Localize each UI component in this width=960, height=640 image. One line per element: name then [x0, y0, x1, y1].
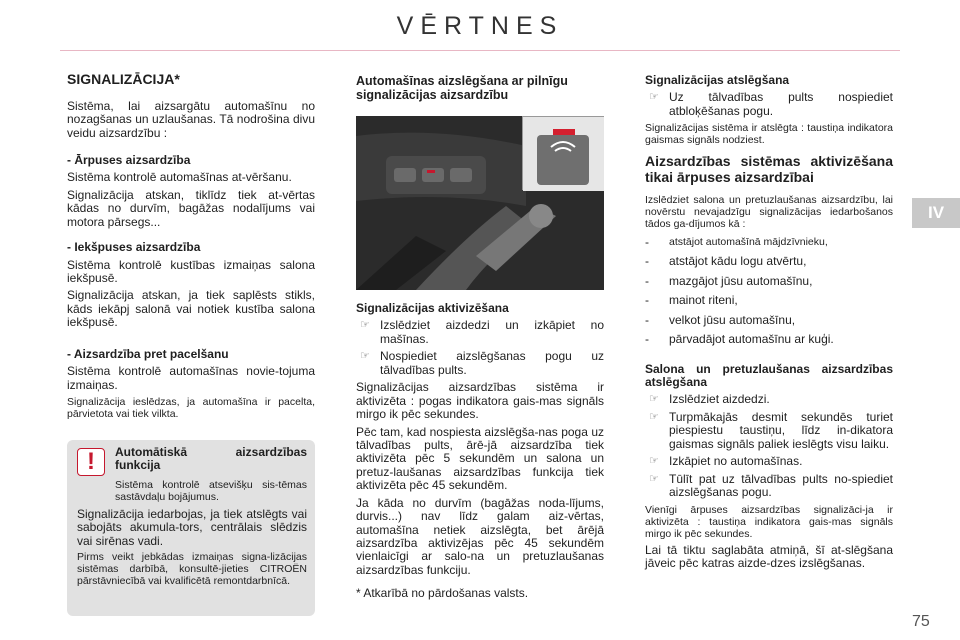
section-heading: Automašīnas aizslēgšana ar pilnīgu signalizācijas aizsardzību [356, 74, 568, 102]
bullet-icon: ☞ [649, 91, 659, 104]
list-item: - atstājot kādu logu atvērtu, [645, 254, 807, 269]
dashboard-photo [356, 116, 604, 290]
paragraph: Signalizācija ieslēdzas, ja automašīna ir pacelta, pārvietota vai tiek vilkta. [67, 396, 315, 421]
subsection-title: - Ārpuses aizsardzība [67, 152, 191, 167]
page-number: 75 [912, 613, 930, 630]
note: Signalizācijas sistēma ir atslēgta : taustiņa indikatora gaismas signāls nodziest. [645, 122, 893, 147]
subsection-title: - Iekšpuses aizsardzība [67, 240, 201, 255]
section-heading: SIGNALIZĀCIJA* [67, 71, 180, 87]
paragraph: Pēc tam, kad nospiesta aizslēgša-nas poga uz tālvadības pults, ārē-jā aizsardzība tiek aktivizēta pēc 5 sekundēm un salona un pretuz-laušanas aizsardzības funkcija tiek aktivizēta pēc 45 sekundēm. [356, 424, 604, 493]
subsection-title: Signalizācijas atslēgšana [645, 73, 790, 87]
bullet-icon: ☞ [649, 472, 659, 485]
list-item: ☞ Tūlīt pat uz tālvadības pults no-spiediet aizslēgšanas pogu. [645, 473, 893, 500]
list-item: ☞ Turpmākajās desmit sekundēs turiet piespiestu taustiņu, līdz in-dikatora gaismas signāls paliek ieslēgts visu laiku. [645, 411, 893, 451]
bullet-icon: ☞ [649, 455, 659, 468]
paragraph: Sistēma kontrolē automašīnas novie-tojuma izmaiņas. [67, 364, 315, 392]
paragraph: Sistēma kontrolē automašīnas at-vēršanu. [67, 170, 292, 185]
list-item: ☞ Izslēdziet aizdedzi un izkāpiet no mašīnas. [356, 319, 604, 346]
list-item: ☞ Izslēdziet aizdedzi. [645, 393, 893, 406]
title-divider [60, 50, 900, 51]
bullet-icon: ☞ [649, 410, 659, 423]
list-item: ☞ Nospiediet aizslēgšanas pogu uz tālvadības pults. [356, 350, 604, 377]
list-item: - atstājot automašīnā mājdzīvnieku, [645, 234, 828, 249]
list-item: - mazgājot jūsu automašīnu, [645, 273, 813, 288]
paragraph: Signalizācija atskan, ja tiek saplēsts stikls, kāds iekāpj salonā vai notiek kustība salona iekšpusē. [67, 288, 315, 330]
warning-paragraph: Pirms veikt jebkādas izmaiņas signa-lizācijas sistēmas darbībā, konsultē-jieties CITROËN pārstāvniecībā vai kvalificētā remontdarbnīcā. [77, 551, 307, 588]
paragraph: Sistēma kontrolē kustības izmaiņas salona iekšpusē. [67, 257, 315, 286]
subsection-title: Salona un pretuzlaušanas aizsardzības atslēgšana [645, 361, 893, 390]
paragraph: Ja kāda no durvīm (bagāžas noda-lījums, durvis...) nav līdz galam aiz-vērtas, automašīna netiek aizslēgta, bet ārējā aizsardzība aktivizējas pēc 45 sekundēm vienlaicīgi ar salo-na un pretuzlaušanas aizsardzības funkciju. [356, 495, 604, 577]
warning-box [67, 440, 315, 616]
chapter-tab: IV [912, 198, 960, 228]
list-item: ☞ Uz tālvadības pults nospiediet atbloķēšanas pogu. [645, 91, 893, 118]
paragraph: Izslēdziet salona un pretuzlaušanas aizsardzību, lai novērstu nevajadzīgu signalizācijas iedarbošanos tādos ga-dījumos kā : [645, 193, 893, 230]
list-item: - velkot jūsu automašīnu, [645, 312, 796, 327]
bullet-icon: ☞ [360, 350, 370, 363]
footnote: * Atkarībā no pārdošanas valsts. [356, 586, 529, 601]
paragraph: Lai tā tiktu saglabāta atmiņā, šī at-slēgšana jāveic pēc katras aizde-dzes izslēgšanas. [645, 542, 893, 571]
intro-text: Sistēma, lai aizsargātu automašīnu no nozagšanas un uzlaušanas. Tā nodrošina divu veidu aizsardzību : [67, 98, 315, 140]
subsection-title: Signalizācijas aktivizēšana [356, 301, 509, 315]
bullet-icon: ☞ [649, 393, 659, 406]
list-item: - mainot riteni, [645, 293, 738, 308]
subsection-title: - Aizsardzība pret pacelšanu [67, 346, 229, 361]
warning-subtitle: Sistēma kontrolē atsevišķu sis-tēmas sastāvdaļu bojājumus. [115, 478, 307, 503]
column-2 [356, 302, 604, 605]
note: Vienīgi ārpuses aizsardzības signalizāci-ja ir aktivizēta : taustiņa indikatora gais-mas signāls mirgo ik pēc sekundes. [645, 503, 893, 540]
paragraph: Signalizācijas aizsardzības sistēma ir aktivizēta : pogas indikatora gais-mas signāls mirgo ik pēc sekundes. [356, 380, 604, 422]
list-item: ☞ Izkāpiet no automašīnas. [645, 455, 893, 468]
exclamation-icon: ! [77, 448, 105, 476]
alarm-button-icon [523, 117, 604, 191]
paragraph: Signalizācija atskan, tiklīdz tiek at-vērtas kādas no durvīm, bagāžas nodalījums vai motora pārsegs... [67, 187, 315, 229]
list-item: - pārvadājot automašīnu ar kuģi. [645, 332, 834, 347]
page-title: VĒRTNES [396, 12, 564, 40]
column-2-heading [356, 74, 604, 102]
section-heading: Aizsardzības sistēmas aktivizēšana tikai ārpuses aizsardzībai [645, 153, 893, 186]
warning-paragraph: Signalizācija iedarbojas, ja tiek atslēgts vai sabojāts akumula-tors, centrālais slēdzis vai sirēnas vadi. [77, 507, 307, 548]
alarm-button-inset [522, 116, 604, 190]
column-1 [67, 72, 315, 424]
warning-title: Automātiskā aizsardzības funkcija [115, 445, 307, 473]
column-3 [645, 74, 893, 575]
bullet-icon: ☞ [360, 319, 370, 332]
